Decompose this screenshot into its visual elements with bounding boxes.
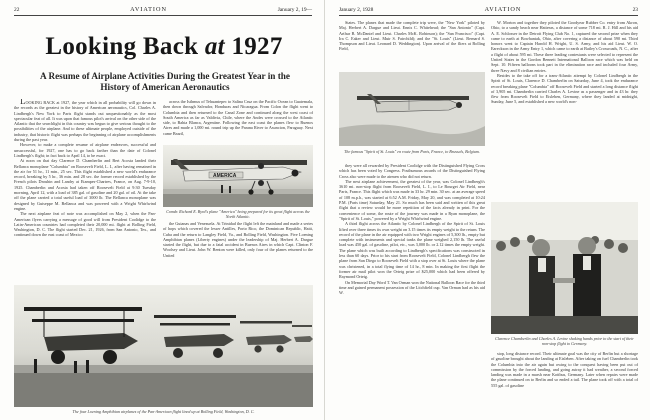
paragraph: The next airplane feat of note was accomplished on May 2, when the Pan-American flyers carrying a message of good will from President Coolidge to the Latin-American countries had completed their 20,000 mi. flight at Bolling Field, Washington, D. C. The flight started Dec. 21, 1926, from San Antonio, Tex., and continued down the east coast of Mexico (14, 211, 156, 238)
photo-america-caption: Comdr. Richard E. Byrd's plane "America" being prepared for its great flight across the North Atlantic. (166, 209, 310, 219)
issue-date-left: January 2, 19— (277, 6, 312, 13)
paragraph: LOOKING BACK at 1927, the year which in all probability will go down in the records as the greatest in the history of American aeronautics, Col. Charles A. Lindbergh's New York to Paris flight stands out unquestionably as the most spectacular feat of all. It was upon that famous pilot's arrival on the other side of the Atlantic that the searchlight in this country was begun to give serious thought to the possibilities of the airplane. And to these ultimate people, employed outside of the industry, that historic flight was perhaps the beginning of airplane accomplishments during the past year. (14, 99, 156, 143)
photo-spirit-of-st-louis (339, 72, 485, 146)
paragraph: A third flight across the Atlantic by Colonel Lindbergh of the Spirit of St. Louis lifted over three times its own weight on 3.15 times its empty weight to the return. The record of the plane in the air equipped with two Wright engines of 5,300 lb., empty but complete with instruments and special tanks the plane weighed 2,150 lb. The useful load was 450 gal. of gasoline, pilot, etc., was 3,000 lb. or 2.12 times the empty weight. The plane which was built according to Lindbergh's specifications was constructed in less than 60 days. Prior to his start from Roosevelt Field, Colonel Lindbergh flew the plane from San Diego to Roosevelt Field with a stop over at St. Louis where the plane was christened, in a total flying time of 14 hr., 8 min. In making the first flight the former air mail pilot won the Orteig prize of $25,000 which had been offered by Raymond Orteig. (339, 221, 485, 280)
paragraph: Besides to the take off for a trans-Atlantic attempt by Colonel Lindbergh in the Spirit of St. Louis, Clarence D. Chamberlin on Saturday, June 4, took the endurance record breaking plane "Columbia" off Roosevelt Field and started a long distance flight of 3,905 mi. Chamberlin carried Charles A. Levine as a passenger and in 43 hr. they flew from Roosevelt Field to Eisleben, Germany, where they landed at midnight, Sunday, June 5, and established a new world's non- (491, 72, 638, 105)
paragraph: stop, long distance record. Their ultimate goal was the city of Berlin but a shortage of gasoline brought about the landing at Eisleben. After taking on fuel Chamberlin took the Columbia into the air again but owing to the conquest having been put out of commission by the forced landing, and going astray it had weather, a second forced landing was made in a marsh near Kottbus, Germany. Later when repairs were made the plane continued on to Berlin and so ended a tail. The plane took off with a total of 555 gal. of gasoline (491, 351, 638, 388)
amphibian-planes-image (14, 285, 313, 407)
chamberlin-levine-image (491, 202, 638, 334)
trimotor-plane-image (163, 145, 313, 207)
right-column-1-top (339, 20, 485, 70)
magazine-name-right: AVIATION (484, 6, 522, 13)
issue-date-right: January 2, 1928 (339, 6, 374, 13)
photo-amphibian-caption: The four Loening Amphibian airplanes of the Pan-American flight lined up at Bolling Field, Washington, D. C. (72, 409, 255, 414)
title-year: 1927 (224, 33, 283, 60)
paragraph: States. The planes that made the complete trip were, the "New York" piloted by Maj. Herbert A. Dargue and Lieut. Ennis C. Whitehead; the "San Antonio" (Capt. Arthur B. McDaniel and Lieut. Charles McK. Robinson); the "San Francisco" (Capt. Ira C. Eaker and Lieut. Muir S. Fairchild); and the "St. Louis" (Lieut. Bernard S. Thompson and Lieut. Leonard D. Weddington). Upon arrival of the fliers at Bolling Field, (339, 20, 485, 52)
paragraph: On Memorial Day Word T. Van Orman won the National Balloon Race for the third time and gained permanent possession of the Litchfield cup. Van Orman had as his aid W. (339, 279, 485, 296)
photo-chamberlin-levine (491, 202, 638, 334)
header-rule-right (339, 15, 638, 16)
plane-marking-text: AMERICA (213, 173, 237, 180)
photo-america-plane (163, 145, 313, 207)
photo-amphibian-planes (14, 285, 313, 407)
paragraph: The next airplane achievement, the greatest of the year, was Colonel Lindbergh's 3610 mi. non-stop flight from Roosevelt Field, L. I., to Le Bourget Air Field, near Paris, France. This flight which was made in 33 hr. 29 min. 30 sec. at an average speed of 108 m.p.h., was started at 6:52 A.M. Friday, May 20, and was completed at 10:24 P.M. (Paris time) Saturday, May 21. So much has been said and written of this great flight that a review would be more repetition of the facts already in print. For the convenience of some, the route of the journey was made in a Ryan monoplane, the "Spirit of St. Louis," powered by a Wright Whirlwind engine. (339, 178, 485, 221)
paragraph: W. Morton and together they piloted the Goodyear Rubber Co. entry from Akron, Ohio, to a sandy beach near Hatteras, a distance of some 718 mi. R. J. Hill and his aid A. E. Schlosser in the Detroit Flying Club No. 1, captured the second prize when they came to earth at Bowhantak, Ohio, after covering a distance of about 590 mi. Third honors went to Captain Harold H. Wright, U. S. Army, and his aid Lieut. W. O. Eareckson in the Army Entry 1, which came to earth at Bailey's Crossroads, N. C., after a flight of about 595 mi. These three leading contestants were selected to represent the United States in the Gordon Bennett International Balloon race which was held on Sept. 10. Fifteen balloons took part in the elimination race and included four Army, three Navy and 8 civilian entries. (491, 20, 638, 73)
paragraph: across the Isthmus of Tehuantepec to Salina Cruz on the Pacific Ocean to Guatemala, then down through Salvador, Honduras and Nicaragua. From Colon the flight went to Columbia and then returned to the Canal Zone and continued along the west coast of South America as far as Valdivia, Chile, where the Andes were crossed to the Atlantic side, to Bahia Blanca, Argentine. Following the east coast the planes flew to Buenos Aires and made a 1,000 mi. round trip up the Parana River to Asuncion, Paraguay. Next came Brazil, (163, 99, 313, 136)
right-column-2-bottom (491, 351, 638, 411)
magazine-name-left: AVIATION (130, 6, 167, 13)
title-main: Looking Back (45, 33, 205, 60)
running-header-right (339, 5, 638, 14)
photo-spirit-caption: The famous "Spirit of St. Louis" en route from Paris, France, to Brussels, Belgium. (344, 149, 480, 154)
page-number-left: 22 (14, 6, 20, 13)
spirit-of-st-louis-image (339, 72, 485, 146)
paragraph: the Guianas and Venezuela. At Trinidad the flight left the mainland and made a series of hops which covered the lesser Antilles, Porto Rico, the Dominican Republic, Haiti, Cuba and the return to Langley Field, Va., and Bolling Field, Washington. Five Loening Amphibian planes (Liberty engines) under the leadership of Maj. Herbert A. Dargue started the flight, but due to a fatal accident in Buenos Aires in which Capt. Clinton F. Woolsey and Lieut. John W. Benton were killed, only four of the planes returned to the United (163, 221, 313, 258)
running-header-left (14, 5, 312, 14)
article-subtitle: A Resume of Airplane Activities During the Greatest Year in the History of American Aeronautics (40, 71, 290, 92)
paragraph: However, to make a complete resume of airplane endeavors, successful and unsuccessful, for 1927, one has to go back farther than the date of Colonel Lindbergh's flight; in fact back to April 14, to be exact. (14, 142, 156, 158)
article-title (14, 33, 314, 61)
photo-chamberlin-caption: Clarence Chamberlin and Charles A. Levine shaking hands prior to the start of their non-stop flight to Germany. (495, 336, 634, 346)
header-rule-left (14, 15, 312, 16)
title-at: at (204, 33, 225, 60)
left-column-2-bottom (163, 221, 313, 273)
paragraph: they were all rewarded by President Coolidge with the Distinguished Flying Cross which has been voted by Congress. Posthumous awards of the Distinguished Flying Cross also were made to the airmen who did not return. (339, 163, 485, 179)
paragraph: At noon on that day Clarence D. Chamberlin and Bert Acosta landed their Bellanca monoplane "Columbia" on Roosevelt Field, L. I., after having remained in the air for 51 hr., 11 min., 25 sec. This flight established a new world's endurance record, breaking by 5 hr., 36 min. and 28 sec. the former record established by the French pilots Drouhin and Landry at Etampes-Chartres, France, on Aug. 7-9-10, 1925. Chamberlin and Acosta had taken off Roosevelt Field at 9:30 Tuesday morning, April 12, with a load of 385 gal. of gasoline and 20 gal. of oil. At the take off the plane carried a total useful load of 3000 lb. The Bellanca monoplane was designed by Guiseppe M. Bellanca and was powered with a Wright Whirlwind engine. (14, 158, 156, 211)
right-column-2-top (491, 20, 638, 198)
right-column-1-bottom (339, 163, 485, 411)
left-column-2-top (163, 99, 313, 142)
right-page (325, 0, 650, 420)
page-number-right: 23 (632, 6, 638, 13)
